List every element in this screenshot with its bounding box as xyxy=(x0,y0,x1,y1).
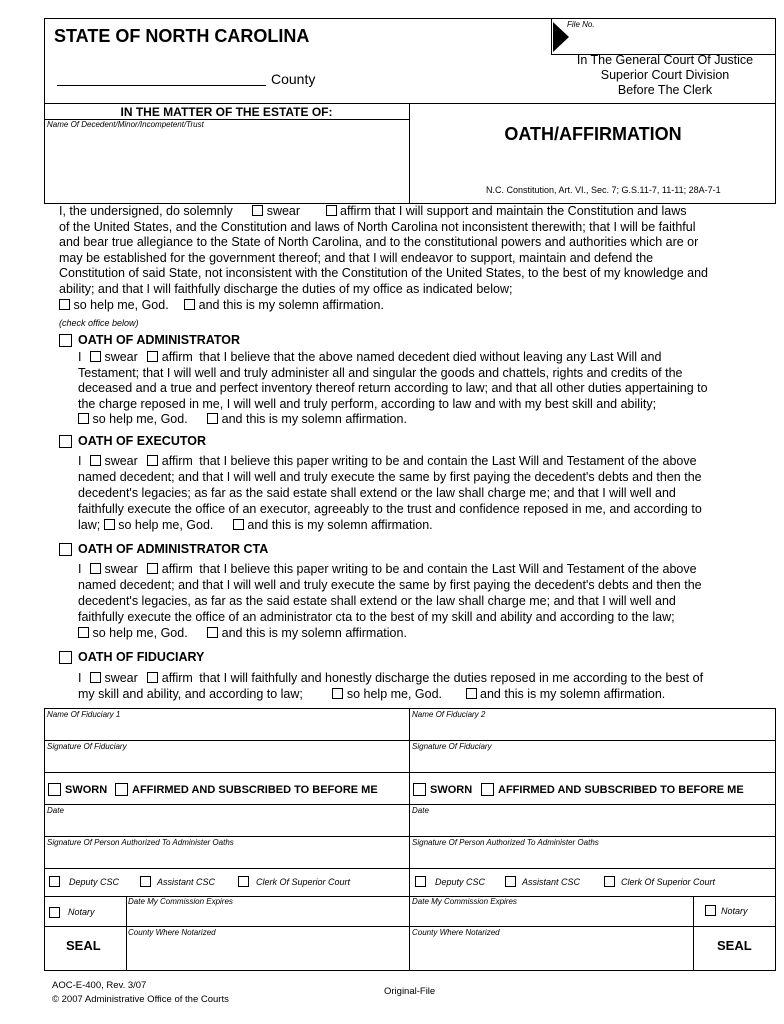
form-number: AOC-E-400, Rev. 3/07 xyxy=(52,980,147,991)
executor-line: decedent's legacies; as far as the said estate shall extend or the law shall charge me; and that I will well and xyxy=(78,486,676,500)
fiduciary-affirm-label: affirm xyxy=(161,671,193,685)
administrator-so-help-label: so help me, God. xyxy=(92,412,188,427)
deputy-right-label: Deputy CSC xyxy=(435,877,486,887)
executor-affirm-checkbox[interactable] xyxy=(147,455,158,466)
fiduciary-so-help-label: so help me, God. xyxy=(346,687,443,701)
fiduciary-text xyxy=(78,670,778,702)
decedent-field[interactable] xyxy=(45,130,408,202)
general-so-help-label: so help me, God. xyxy=(73,297,169,312)
file-no-label: File No. xyxy=(567,20,595,29)
general-solemn-label: and this is my solemn affirmation. xyxy=(198,297,384,312)
general-solemn-checkbox[interactable] xyxy=(184,299,195,310)
fiduciary-swear-checkbox[interactable] xyxy=(90,672,101,683)
clerk-right-checkbox[interactable] xyxy=(604,876,615,887)
fiduciary-tail: my skill and ability, and according to law; xyxy=(78,687,303,701)
clerk-right-label: Clerk Of Superior Court xyxy=(621,877,716,887)
sworn-right-label: SWORN xyxy=(430,784,473,796)
county-notarized-left-label: County Where Notarized xyxy=(128,928,216,937)
assistant-left-checkbox[interactable] xyxy=(140,876,151,887)
county-label: County xyxy=(271,71,316,87)
administrator-cta-so-help-label: so help me, God. xyxy=(92,626,188,640)
executor-swear-checkbox[interactable] xyxy=(90,455,101,466)
assistant-left-label: Assistant CSC xyxy=(157,877,216,887)
commission-left-label: Date My Commission Expires xyxy=(128,897,233,906)
notary-right-label: Notary xyxy=(721,906,748,916)
seal-right: SEAL xyxy=(717,938,752,953)
executor-line: faithfully execute the office of an executor, agreeably to the trust and confidence reposed in me, and according to xyxy=(78,502,702,516)
county-notarized-right-label: County Where Notarized xyxy=(412,928,500,937)
original-file: Original-File xyxy=(384,986,436,997)
general-line: may be established for the government thereof; and that I will endeavor to support, maintain and defend the xyxy=(59,250,654,265)
executor-first-line: that I believe this paper writing to be and contain the Last Will and Testament of the above xyxy=(199,454,697,468)
citation: N.C. Constitution, Art. VI., Sec. 7; G.S.11-7, 11-11; 28A-7-1 xyxy=(486,185,721,195)
executor-checkbox[interactable] xyxy=(59,435,72,448)
executor-so-help-label: so help me, God. xyxy=(118,518,214,532)
court-line-3: Before The Clerk xyxy=(617,83,713,97)
fiduciary-i: I xyxy=(78,671,82,685)
general-line: ability; and that I will faithfully discharge the duties of my office as indicated below; xyxy=(59,281,513,296)
administrator-first-line: that I believe that the above named decedent died without leaving any Last Will and xyxy=(199,350,662,364)
administrator-line: deceased and a true and perfect inventory thereof return according to law; and that all other duties appertaining to xyxy=(78,381,708,396)
administrator-cta-affirm-label: affirm xyxy=(161,562,193,576)
executor-tail: law; xyxy=(78,518,101,532)
administrator-affirm-checkbox[interactable] xyxy=(147,351,158,362)
general-affirm-label: affirm xyxy=(340,204,372,218)
executor-solemn-checkbox[interactable] xyxy=(233,519,244,530)
fiduciary-solemn-label: and this is my solemn affirmation. xyxy=(480,687,666,701)
court-line-2: Superior Court Division xyxy=(600,68,730,82)
executor-line: named decedent; and that I will well and truly execute the same by first paying the decedent's debts and then the xyxy=(78,470,702,484)
administrator-cta-solemn-checkbox[interactable] xyxy=(207,627,218,638)
affirmed-right-checkbox[interactable] xyxy=(481,783,494,796)
fiduciary1-field[interactable] xyxy=(45,720,408,739)
administrator-cta-solemn-label: and this is my solemn affirmation. xyxy=(221,626,407,640)
deputy-left-label: Deputy CSC xyxy=(69,877,120,887)
executor-i: I xyxy=(78,454,82,468)
administrator-line: Testament; that I will well and truly administer all and singular the goods and chattels, rights and credits of the xyxy=(78,365,683,380)
administrator-swear-label: swear xyxy=(104,350,138,364)
administrator-cta-swear-label: swear xyxy=(104,562,138,576)
fiduciary-so-help-checkbox[interactable] xyxy=(332,688,343,699)
general-swear-label: swear xyxy=(266,204,301,218)
affirmed-left-checkbox[interactable] xyxy=(115,783,128,796)
administrator-cta-line: decedent's legacies, as far as the said estate shall extend or the law shall charge me; and that I will well and xyxy=(78,594,676,608)
administrator-cta-line: faithfully execute the office of an administrator cta to the best of my skill and ability and according to the law; xyxy=(78,610,675,624)
sig-fiduciary1-label: Signature Of Fiduciary xyxy=(47,742,127,751)
notary-right-checkbox[interactable] xyxy=(705,905,716,916)
administrator-i: I xyxy=(78,350,82,364)
deputy-right-checkbox[interactable] xyxy=(415,876,426,887)
affirmed-left-label: AFFIRMED AND SUBSCRIBED TO BEFORE ME xyxy=(132,784,378,796)
form-title: OATH/AFFIRMATION xyxy=(504,124,682,144)
administrator-solemn-checkbox[interactable] xyxy=(207,413,218,424)
administrator-cta-i: I xyxy=(78,562,82,576)
deputy-left-checkbox[interactable] xyxy=(49,876,60,887)
administrator-cta-text xyxy=(78,561,774,641)
decedent-label: Name Of Decedent/Minor/Incompetent/Trust xyxy=(47,120,204,129)
county-line[interactable] xyxy=(57,85,266,86)
sworn-left-checkbox[interactable] xyxy=(48,783,61,796)
date-right-label: Date xyxy=(412,806,429,815)
administrator-text xyxy=(78,350,774,428)
general-affirm-checkbox[interactable] xyxy=(326,205,337,216)
court-line-1: In The General Court Of Justice xyxy=(576,53,754,67)
notary-left-label: Notary xyxy=(68,907,95,917)
assistant-right-label: Assistant CSC xyxy=(522,877,581,887)
general-so-help-checkbox[interactable] xyxy=(59,299,70,310)
fiduciary-swear-label: swear xyxy=(104,671,138,685)
date-left-label: Date xyxy=(47,806,64,815)
clerk-left-label: Clerk Of Superior Court xyxy=(256,877,351,887)
executor-swear-label: swear xyxy=(104,454,138,468)
fiduciary2-label: Name Of Fiduciary 2 xyxy=(412,710,486,719)
administrator-swear-checkbox[interactable] xyxy=(90,351,101,362)
administrator-cta-title: OATH OF ADMINISTRATOR CTA xyxy=(78,542,269,556)
administrator-line: the charge reposed in me, I will well and truly perform, according to law and with my best skill and ability; xyxy=(78,396,657,411)
executor-solemn-label: and this is my solemn affirmation. xyxy=(247,518,433,532)
general-line: Constitution of said State, not inconsistent with the Constitution of the United States, to the best of my knowledge and xyxy=(59,266,708,281)
copyright: © 2007 Administrative Office of the Courts xyxy=(52,994,229,1005)
executor-text xyxy=(78,453,774,533)
sig-fiduciary2-label: Signature Of Fiduciary xyxy=(412,742,492,751)
administrator-cta-first-line: that I believe this paper writing to be and contain the Last Will and Testament of the above xyxy=(199,562,697,576)
administrator-title: OATH OF ADMINISTRATOR xyxy=(78,333,241,347)
fiduciary-affirm-checkbox[interactable] xyxy=(147,672,158,683)
general-swear-checkbox[interactable] xyxy=(252,205,263,216)
administrator-cta-line: named decedent; and that I will well and truly execute the same by first paying the decedent's debts and then the xyxy=(78,578,702,592)
sworn-right-checkbox[interactable] xyxy=(413,783,426,796)
administrator-cta-checkbox[interactable] xyxy=(59,543,72,556)
general-oath xyxy=(59,204,771,313)
court-info xyxy=(555,53,775,98)
administrator-solemn-label: and this is my solemn affirmation. xyxy=(221,412,407,427)
administrator-checkbox[interactable] xyxy=(59,334,72,347)
sig-authorized-right-label: Signature Of Person Authorized To Administer Oaths xyxy=(412,838,599,847)
assistant-right-checkbox[interactable] xyxy=(505,876,516,887)
state-title: STATE OF NORTH CAROLINA xyxy=(54,26,310,46)
executor-affirm-label: affirm xyxy=(161,454,193,468)
general-line: of the United States, and the Constitution and laws of North Carolina not inconsistent therewith; that I will be faithful xyxy=(59,219,696,234)
sig-authorized-left-label: Signature Of Person Authorized To Administer Oaths xyxy=(47,838,234,847)
seal-left: SEAL xyxy=(66,938,101,953)
general-first-line: that I will support and maintain the Constitution and laws xyxy=(374,204,687,218)
commission-right-label: Date My Commission Expires xyxy=(412,897,517,906)
administrator-so-help-checkbox[interactable] xyxy=(78,413,89,424)
fiduciary-first-line: that I will faithfully and honestly discharge the duties reposed in me according to the best of xyxy=(199,671,704,685)
administrator-cta-affirm-checkbox[interactable] xyxy=(147,563,158,574)
executor-so-help-checkbox[interactable] xyxy=(104,519,115,530)
matter-heading: IN THE MATTER OF THE ESTATE OF: xyxy=(120,105,333,119)
check-office-note: (check office below) xyxy=(59,318,139,328)
general-line: and bear true allegiance to the State of North Carolina, and to the constitutional powers and authorities which are or xyxy=(59,235,699,250)
administrator-cta-so-help-checkbox[interactable] xyxy=(78,627,89,638)
fiduciary-solemn-checkbox[interactable] xyxy=(466,688,477,699)
fiduciary2-field[interactable] xyxy=(410,720,774,739)
affirmed-right-label: AFFIRMED AND SUBSCRIBED TO BEFORE ME xyxy=(498,784,744,796)
administrator-affirm-label: affirm xyxy=(161,350,193,364)
general-intro: I, the undersigned, do solemnly xyxy=(59,204,233,218)
clerk-left-checkbox[interactable] xyxy=(238,876,249,887)
notary-left-checkbox[interactable] xyxy=(49,907,60,918)
sworn-left-label: SWORN xyxy=(65,784,108,796)
executor-title: OATH OF EXECUTOR xyxy=(78,434,207,448)
fiduciary-checkbox[interactable] xyxy=(59,651,72,664)
administrator-cta-swear-checkbox[interactable] xyxy=(90,563,101,574)
fiduciary-title: OATH OF FIDUCIARY xyxy=(78,650,205,664)
fiduciary1-label: Name Of Fiduciary 1 xyxy=(47,710,121,719)
